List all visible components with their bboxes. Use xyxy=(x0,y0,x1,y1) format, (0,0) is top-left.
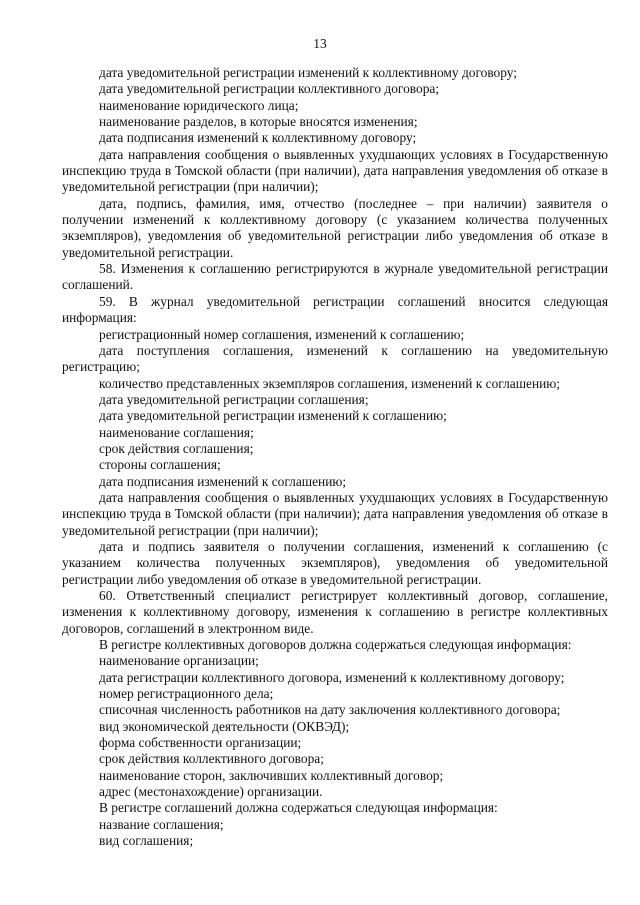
paragraph: срок действия соглашения; xyxy=(99,440,254,456)
document-body xyxy=(62,65,608,850)
paragraph: дата уведомительной регистрации коллективного договора; xyxy=(99,81,440,97)
paragraph: количество представленных экземпляров соглашения, изменений к соглашению; xyxy=(99,375,561,391)
paragraph: наименование юридического лица; xyxy=(99,97,299,113)
section-59: 59. В журнал уведомительной регистрации соглашений вносится следующая информация: xyxy=(62,293,608,326)
paragraph: дата направления сообщения о выявленных ухудшающих условиях в Государственную инспекцию труда в Томской области (при наличии); дата направления уведомления об отказе в уведомительной регистрации (при наличии); xyxy=(62,489,608,538)
paragraph: вид соглашения; xyxy=(99,833,194,849)
paragraph: дата уведомительной регистрации изменений к коллективному договору; xyxy=(99,65,517,80)
paragraph: дата уведомительной регистрации изменений к соглашению; xyxy=(99,408,447,424)
paragraph: списочная численность работников на дату заключения коллективного договора; xyxy=(99,702,561,718)
paragraph: вид экономической деятельности (ОКВЭД); xyxy=(99,718,350,734)
paragraph: адрес (местонахождение) организации. xyxy=(99,784,323,800)
paragraph: дата поступления соглашения, изменений к соглашению на уведомительную регистрацию; xyxy=(62,342,608,375)
section-58: 58. Изменения к соглашению регистрируются в журнале уведомительной регистрации соглашений. xyxy=(62,261,608,293)
paragraph: наименование сторон, заключивших коллективный договор; xyxy=(99,767,444,783)
paragraph: название соглашения; xyxy=(99,816,224,832)
paragraph: дата, подпись, фамилия, имя, отчество (последнее – при наличии) заявителя о получении изменений к коллективному договору (с указанием количества полученных экземпляров), уведомления об уведомительной регистрации либо уведомления об отказе в уведомительной регистрации. xyxy=(62,195,608,260)
paragraph: дата и подпись заявителя о получении соглашения, изменений к соглашению (с указанием количества полученных экземпляров), уведомления об уведомительной регистрации либо уведомления об отказе в уведомительной регистрации. xyxy=(62,538,608,587)
paragraph: регистрационный номер соглашения, изменений к соглашению; xyxy=(99,326,465,342)
paragraph: В регистре коллективных договоров должна содержаться следующая информация: xyxy=(99,637,572,653)
paragraph: стороны соглашения; xyxy=(99,457,221,473)
paragraph: наименование соглашения; xyxy=(99,424,254,440)
paragraph: наименование разделов, в которые вносятся изменения; xyxy=(99,114,418,130)
paragraph: форма собственности организации; xyxy=(99,735,302,751)
paragraph: дата подписания изменений к соглашению; xyxy=(99,473,347,489)
paragraph: дата направления сообщения о выявленных ухудшающих условиях в Государственную инспекцию труда в Томской области (при наличии), дата направления уведомления об отказе в уведомительной регистрации (при наличии); xyxy=(62,146,608,195)
paragraph: наименование организации; xyxy=(99,653,259,669)
paragraph: срок действия коллективного договора; xyxy=(99,751,324,767)
page-number: 13 xyxy=(313,36,327,51)
paragraph: дата регистрации коллективного договора, изменений к коллективному договору; xyxy=(99,669,565,685)
paragraph: номер регистрационного дела; xyxy=(99,686,274,702)
paragraph: дата уведомительной регистрации соглашения; xyxy=(99,391,369,407)
paragraph: В регистре соглашений должна содержаться следующая информация: xyxy=(99,800,498,816)
paragraph: дата подписания изменений к коллективному договору; xyxy=(99,130,417,146)
section-60: 60. Ответственный специалист регистрирует коллективный договор, соглашение, изменения к коллективному договору, изменения к соглашению в регистре коллективных договоров, соглашений в электронном виде. xyxy=(62,588,608,636)
